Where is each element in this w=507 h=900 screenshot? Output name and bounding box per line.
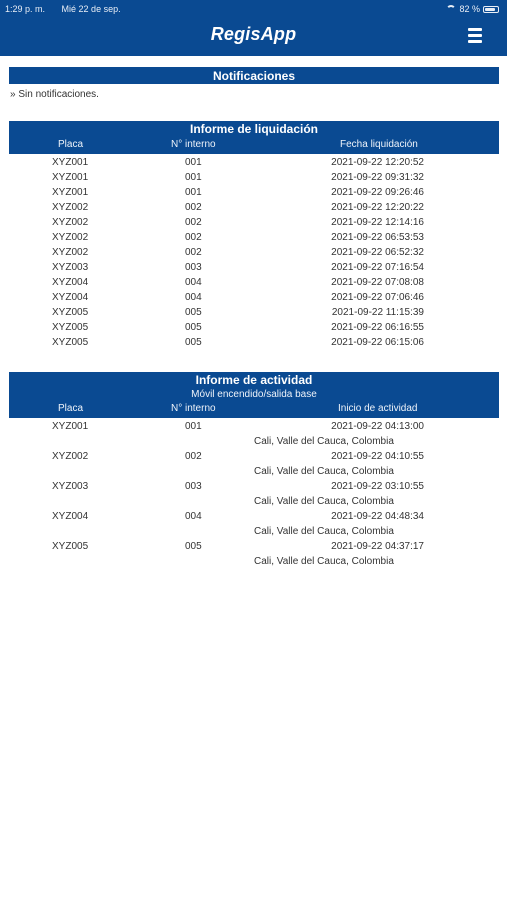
table-row <box>9 261 499 276</box>
column-header-numero: N° interno <box>171 403 216 414</box>
cell-fecha: 2021-09-22 06:15:06 <box>331 337 424 348</box>
list-item <box>9 510 499 540</box>
table-row <box>9 201 499 216</box>
actividad-rows <box>9 420 499 570</box>
cell-numero: 001 <box>185 187 202 198</box>
cell-inicio: 2021-09-22 03:10:55 <box>331 481 424 492</box>
table-row <box>9 156 499 171</box>
cell-placa: XYZ005 <box>52 307 89 318</box>
cell-placa: XYZ002 <box>52 451 89 462</box>
cell-numero: 003 <box>185 262 202 273</box>
cell-ubicacion: Cali, Valle del Cauca, Colombia <box>254 496 394 507</box>
cell-placa: XYZ004 <box>52 277 89 288</box>
table-row <box>9 186 499 201</box>
table-row <box>9 171 499 186</box>
liquidacion-column-headers <box>9 137 499 154</box>
cell-fecha: 2021-09-22 12:14:16 <box>331 217 424 228</box>
list-item <box>9 540 499 570</box>
column-header-inicio: Inicio de actividad <box>338 403 418 414</box>
hamburger-menu-icon[interactable] <box>468 28 482 42</box>
cell-inicio: 2021-09-22 04:10:55 <box>331 451 424 462</box>
liquidacion-title: Informe de liquidación <box>189 122 318 136</box>
column-header-fecha: Fecha liquidación <box>340 139 418 150</box>
cell-numero: 002 <box>185 217 202 228</box>
cell-fecha: 2021-09-22 09:26:46 <box>331 187 424 198</box>
cell-placa: XYZ002 <box>52 232 89 243</box>
notifications-message: » Sin notificaciones. <box>10 89 99 100</box>
actividad-header <box>9 372 499 418</box>
cell-fecha: 2021-09-22 06:53:53 <box>331 232 424 243</box>
table-row <box>9 231 499 246</box>
cell-inicio: 2021-09-22 04:37:17 <box>331 541 424 552</box>
cell-numero: 001 <box>185 172 202 183</box>
list-item <box>9 420 499 450</box>
list-item <box>9 450 499 480</box>
notifications-title: Notificaciones <box>212 69 296 83</box>
cell-numero: 004 <box>185 511 202 522</box>
battery-percent: 82 % <box>459 4 480 14</box>
cell-fecha: 2021-09-22 12:20:52 <box>331 157 424 168</box>
cell-numero: 002 <box>185 247 202 258</box>
cell-placa: XYZ005 <box>52 337 89 348</box>
table-row <box>9 276 499 291</box>
cell-placa: XYZ002 <box>52 247 89 258</box>
cell-placa: XYZ002 <box>52 202 89 213</box>
cell-ubicacion: Cali, Valle del Cauca, Colombia <box>254 466 394 477</box>
cell-placa: XYZ004 <box>52 511 89 522</box>
actividad-column-headers <box>9 401 499 418</box>
cell-placa: XYZ001 <box>52 172 89 183</box>
cell-placa: XYZ001 <box>52 187 89 198</box>
status-bar-right <box>446 4 499 14</box>
table-row <box>9 336 499 351</box>
status-time: 1:29 p. m. <box>5 4 46 14</box>
liquidacion-rows <box>9 156 499 351</box>
cell-placa: XYZ005 <box>52 541 89 552</box>
table-row <box>9 216 499 231</box>
column-header-numero: N° interno <box>171 139 216 150</box>
liquidacion-panel <box>9 121 499 351</box>
actividad-title: Informe de actividad <box>195 373 313 387</box>
column-header-placa: Placa <box>58 403 84 414</box>
cell-numero: 003 <box>185 481 202 492</box>
actividad-subtitle: Móvil encendido/salida base <box>191 389 317 400</box>
column-header-placa: Placa <box>58 139 84 150</box>
cell-numero: 002 <box>185 451 202 462</box>
cell-placa: XYZ003 <box>52 262 89 273</box>
cell-fecha: 2021-09-22 11:15:39 <box>331 307 424 318</box>
cell-numero: 005 <box>185 337 202 348</box>
cell-numero: 002 <box>185 202 202 213</box>
cell-fecha: 2021-09-22 07:08:08 <box>331 277 424 288</box>
cell-numero: 004 <box>185 277 202 288</box>
table-row <box>9 321 499 336</box>
cell-numero: 005 <box>185 307 202 318</box>
table-row <box>9 246 499 261</box>
cell-fecha: 2021-09-22 06:16:55 <box>331 322 424 333</box>
cell-fecha: 2021-09-22 12:20:22 <box>331 202 424 213</box>
cell-numero: 001 <box>185 421 202 432</box>
cell-ubicacion: Cali, Valle del Cauca, Colombia <box>254 436 394 447</box>
cell-inicio: 2021-09-22 04:13:00 <box>331 421 424 432</box>
notifications-header <box>9 67 499 84</box>
cell-placa: XYZ004 <box>52 292 89 303</box>
cell-fecha: 2021-09-22 07:06:46 <box>331 292 424 303</box>
app-title: RegisApp <box>210 24 297 44</box>
app-header <box>0 0 507 56</box>
cell-ubicacion: Cali, Valle del Cauca, Colombia <box>254 556 394 567</box>
list-item <box>9 480 499 510</box>
table-row <box>9 291 499 306</box>
cell-numero: 001 <box>185 157 202 168</box>
notifications-panel <box>9 67 499 100</box>
cell-ubicacion: Cali, Valle del Cauca, Colombia <box>254 526 394 537</box>
liquidacion-header <box>9 121 499 154</box>
cell-fecha: 2021-09-22 06:52:32 <box>331 247 424 258</box>
wifi-icon <box>446 5 456 13</box>
cell-placa: XYZ001 <box>52 157 89 168</box>
cell-fecha: 2021-09-22 07:16:54 <box>331 262 424 273</box>
cell-numero: 002 <box>185 232 202 243</box>
cell-inicio: 2021-09-22 04:48:34 <box>331 511 424 522</box>
cell-placa: XYZ003 <box>52 481 89 492</box>
status-date: Mié 22 de sep. <box>61 4 121 14</box>
cell-numero: 005 <box>185 322 202 333</box>
table-row <box>9 306 499 321</box>
cell-numero: 005 <box>185 541 202 552</box>
cell-placa: XYZ001 <box>52 421 89 432</box>
cell-placa: XYZ002 <box>52 217 89 228</box>
cell-placa: XYZ005 <box>52 322 89 333</box>
status-bar-left <box>5 4 121 14</box>
cell-fecha: 2021-09-22 09:31:32 <box>331 172 424 183</box>
actividad-panel <box>9 372 499 570</box>
battery-icon <box>483 6 499 13</box>
cell-numero: 004 <box>185 292 202 303</box>
